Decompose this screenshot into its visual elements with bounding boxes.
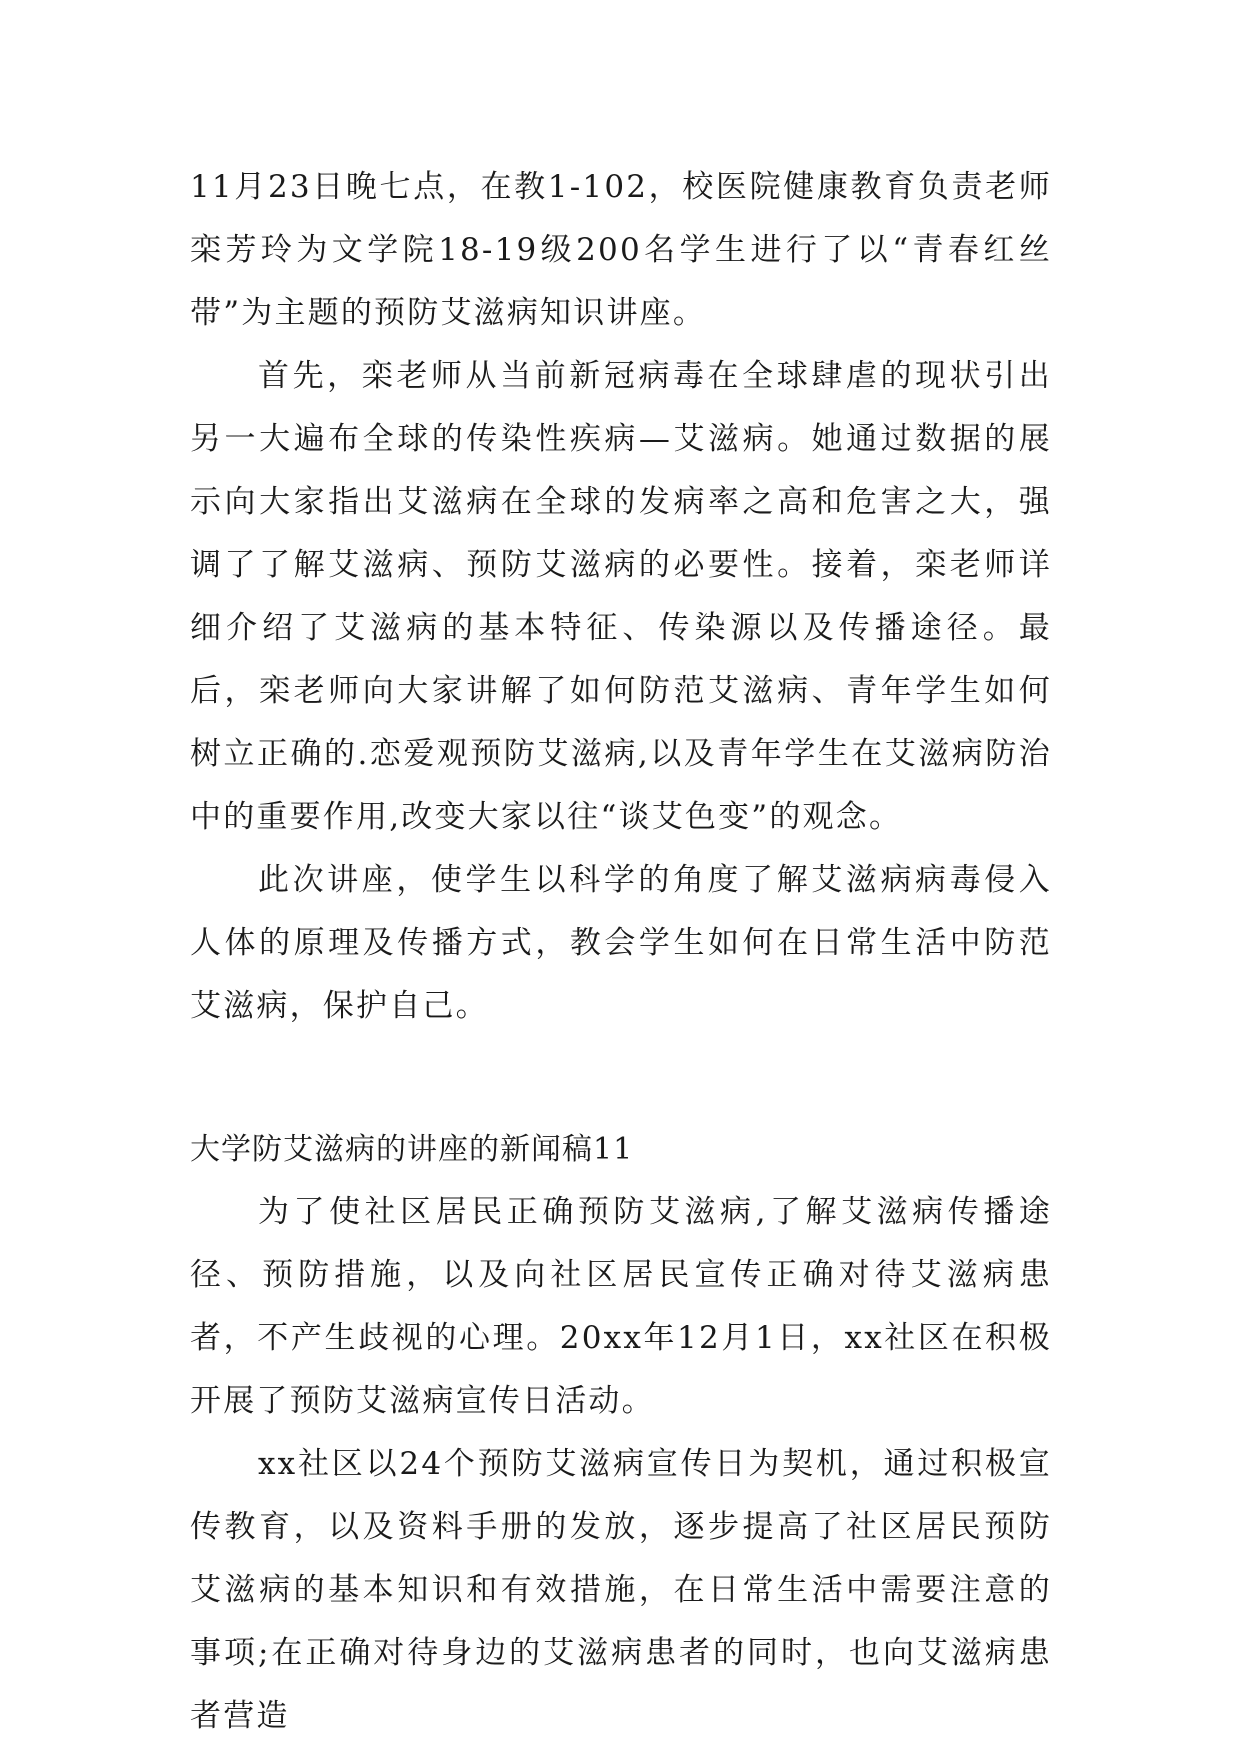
document-body <box>190 156 1052 1748</box>
article2-title: 大学防艾滋病的讲座的新闻稿11 <box>190 1132 634 1167</box>
section-spacer <box>190 1038 1052 1118</box>
article2-paragraph-1: 为了使社区居民正确预防艾滋病,了解艾滋病传播途径、预防措施，以及向社区居民宣传正确对待艾滋病患者，不产生歧视的心理。20xx年12月1日，xx社区在积极开展了预防艾滋病宣传日活动。 <box>190 1194 1052 1419</box>
article1-paragraph-2: 首先，栾老师从当前新冠病毒在全球肆虐的现状引出另一大遍布全球的传染性疾病—艾滋病。她通过数据的展示向大家指出艾滋病在全球的发病率之高和危害之大，强调了了解艾滋病、预防艾滋病的必要性。接着，栾老师详细介绍了艾滋病的基本特征、传染源以及传播途径。最后，栾老师向大家讲解了如何防范艾滋病、青年学生如何树立正确的.恋爱观预防艾滋病,以及青年学生在艾滋病防治中的重要作用,改变大家以往“谈艾色变”的观念。 <box>190 358 1052 835</box>
article1-paragraph-3: 此次讲座，使学生以科学的角度了解艾滋病病毒侵入人体的原理及传播方式，教会学生如何在日常生活中防范艾滋病，保护自己。 <box>190 862 1052 1024</box>
article2-paragraph-2: xx社区以24个预防艾滋病宣传日为契机，通过积极宣传教育，以及资料手册的发放，逐步提高了社区居民预防艾滋病的基本知识和有效措施，在日常生活中需要注意的事项;在正确对待身边的艾滋病患者的同时，也向艾滋病患者营造 <box>190 1446 1052 1734</box>
article1-paragraph-1: 11月23日晚七点，在教1-102，校医院健康教育负责老师栾芳玲为文学院18-19级200名学生进行了以“青春红丝带”为主题的预防艾滋病知识讲座。 <box>190 169 1052 331</box>
